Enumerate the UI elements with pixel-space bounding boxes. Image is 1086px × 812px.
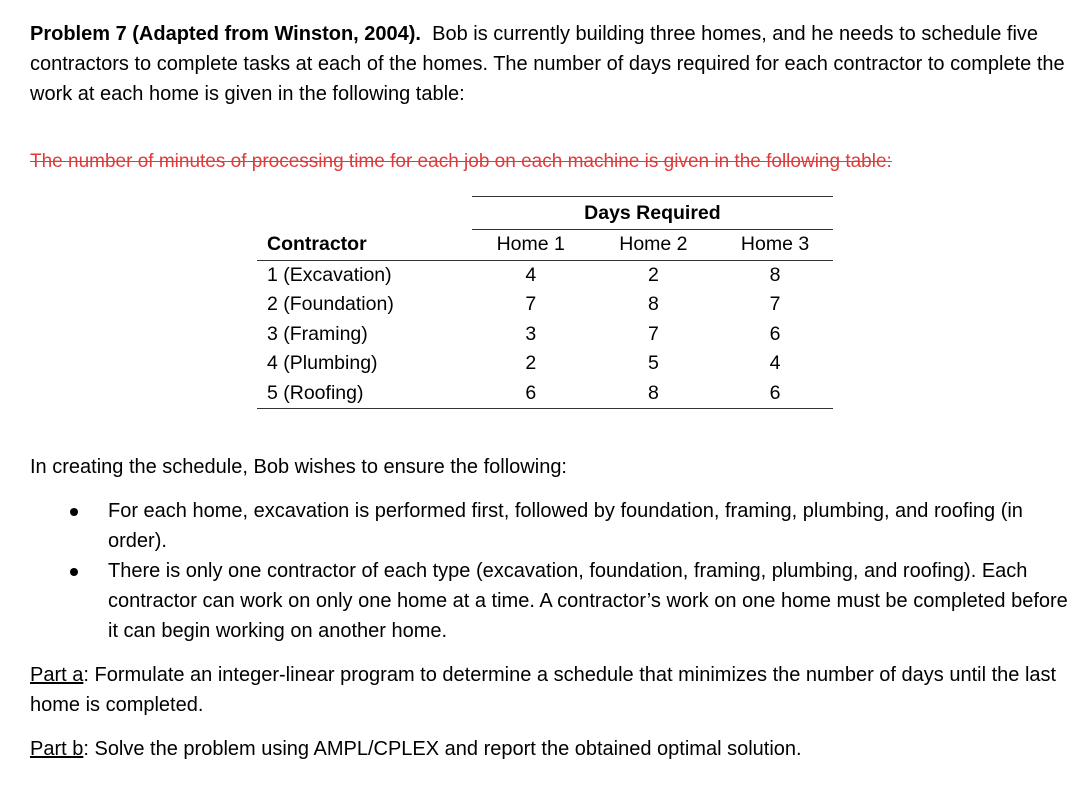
list-item-text: There is only one contractor of each type (excavation, foundation, framing, plumbing, and roofing). Each contractor can work on only one home at a time. A contractor’s work on one home must be completed before it can begin working on another home. xyxy=(108,560,1068,642)
document-page xyxy=(30,19,1070,177)
list-item xyxy=(30,496,1070,556)
row-label: 3 (Framing) xyxy=(267,322,368,345)
part-a-text: : Formulate an integer-linear program to determine a schedule that minimizes the number of days until the last home is completed. xyxy=(30,664,1057,716)
cell-value: 8 xyxy=(590,379,717,409)
row-label: 5 (Roofing) xyxy=(257,379,472,409)
struck-sentence: The number of minutes of processing time for each job on each machine is given in the following table: xyxy=(30,151,892,172)
days-required-table xyxy=(257,196,833,409)
column-header-home-1: Home 1 xyxy=(472,230,590,261)
problem-intro-text: Bob is currently building three homes, and he needs to schedule five contractors to complete tasks at each of the homes. The number of days required for each contractor to complete the work at each home is given in the following table: xyxy=(30,23,1065,105)
bullet-icon xyxy=(70,568,78,576)
cell-value: 3 xyxy=(525,322,537,345)
part-b-label: Part b xyxy=(30,738,84,760)
problem-intro xyxy=(30,19,1070,109)
cell-value: 4 xyxy=(525,263,537,286)
days-required-header: Days Required xyxy=(472,197,833,230)
table-row xyxy=(257,290,833,320)
part-a xyxy=(30,660,1070,720)
row-label: 4 (Plumbing) xyxy=(267,352,378,374)
schedule-section xyxy=(30,452,1070,764)
cell-value: 2 xyxy=(525,352,537,374)
table-group-header-row xyxy=(257,197,833,230)
table-row xyxy=(257,379,833,409)
table-row xyxy=(257,349,833,379)
table-row xyxy=(257,260,833,290)
cell-value: 7 xyxy=(647,322,659,345)
cell-value: 6 xyxy=(472,379,590,409)
cell-value: 8 xyxy=(647,293,659,315)
schedule-lead: In creating the schedule, Bob wishes to ensure the following: xyxy=(30,456,567,478)
part-b-text: : Solve the problem using AMPL/CPLEX and report the obtained optimal solution. xyxy=(83,738,802,760)
cell-value: 6 xyxy=(717,379,833,409)
problem-title: Problem 7 (Adapted from Winston, 2004). xyxy=(30,23,421,45)
cell-value: 8 xyxy=(769,263,781,286)
part-b xyxy=(30,734,1070,764)
requirement-list xyxy=(30,496,1070,646)
table-header-row xyxy=(257,230,833,261)
cell-value: 6 xyxy=(769,322,781,345)
cell-value: 7 xyxy=(769,293,781,315)
contractor-header: Contractor xyxy=(257,230,472,261)
cell-value: 2 xyxy=(647,263,659,286)
list-item-text: For each home, excavation is performed first, followed by foundation, framing, plumbing, and roofing (in order). xyxy=(108,500,1023,552)
cell-value: 4 xyxy=(769,352,781,374)
row-label: 2 (Foundation) xyxy=(267,293,394,315)
column-header-home-3: Home 3 xyxy=(717,230,833,261)
table-row xyxy=(257,320,833,350)
cell-value: 7 xyxy=(525,293,537,315)
cell-value: 5 xyxy=(647,352,659,374)
part-a-label: Part a xyxy=(30,664,84,686)
list-item xyxy=(30,556,1070,646)
column-header-home-2: Home 2 xyxy=(590,230,717,261)
bullet-icon xyxy=(70,508,78,516)
row-label: 1 (Excavation) xyxy=(267,263,392,286)
